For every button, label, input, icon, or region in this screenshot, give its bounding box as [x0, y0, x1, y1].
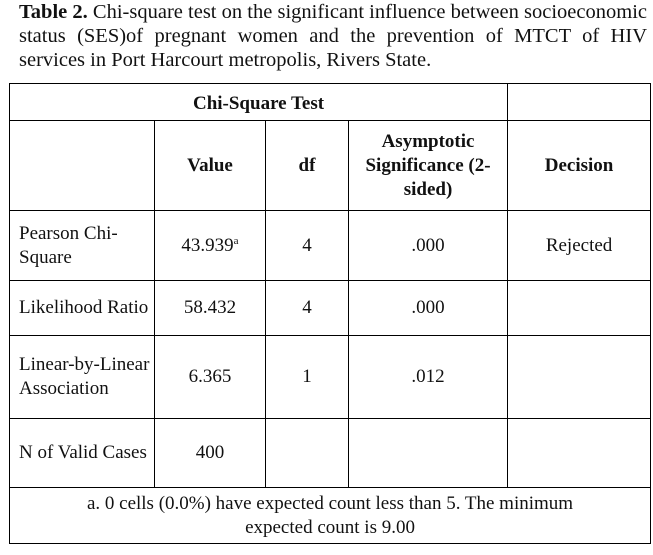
table-row: [10, 336, 651, 419]
row-value: 400: [155, 419, 266, 488]
table-caption: [19, 0, 647, 72]
table-title-row: [10, 84, 651, 121]
empty-header-cell: [10, 121, 155, 211]
row-significance: .012: [349, 336, 508, 419]
header-row: [10, 121, 651, 211]
caption-text: Chi-square test on the significant influence between socioeconomic status (SES)of pregnant women and the prevention of MTCT of HIV services in Port Harcourt metropolis, Rivers State.: [19, 1, 647, 71]
table-row: [10, 211, 651, 281]
row-label: Pearson Chi-Square: [10, 211, 155, 281]
row-value: 6.365: [155, 336, 266, 419]
table-title: Chi-Square Test: [10, 84, 508, 121]
header-decision: Decision: [508, 121, 651, 211]
table-row: [10, 419, 651, 488]
row-decision: Rejected: [508, 211, 651, 281]
row-value: 58.432: [155, 281, 266, 336]
row-value: [155, 211, 266, 281]
chi-square-table: [9, 83, 651, 544]
row-decision: [508, 281, 651, 336]
caption-label: Table 2.: [19, 1, 88, 23]
table-footnote: a. 0 cells (0.0%) have expected count less than 5. The minimum expected count is 9.00: [10, 488, 651, 544]
row-decision: [508, 419, 651, 488]
row-label: N of Valid Cases: [10, 419, 155, 488]
row-label: Likelihood Ratio: [10, 281, 155, 336]
row-label: Linear-by-Linear Association: [10, 336, 155, 419]
table-row: [10, 281, 651, 336]
header-value: Value: [155, 121, 266, 211]
empty-cell: [508, 84, 651, 121]
row-df: 1: [266, 336, 349, 419]
row-df: 4: [266, 211, 349, 281]
row-significance: .000: [349, 281, 508, 336]
row-significance: .000: [349, 211, 508, 281]
row-df: [266, 419, 349, 488]
footnote-row: [10, 488, 651, 544]
value-number: 43.939: [181, 234, 234, 256]
header-df: df: [266, 121, 349, 211]
header-significance: Asymptotic Significance (2-sided): [349, 121, 508, 211]
value-footnote-mark: a: [233, 234, 239, 247]
row-significance: [349, 419, 508, 488]
row-df: 4: [266, 281, 349, 336]
row-decision: [508, 336, 651, 419]
